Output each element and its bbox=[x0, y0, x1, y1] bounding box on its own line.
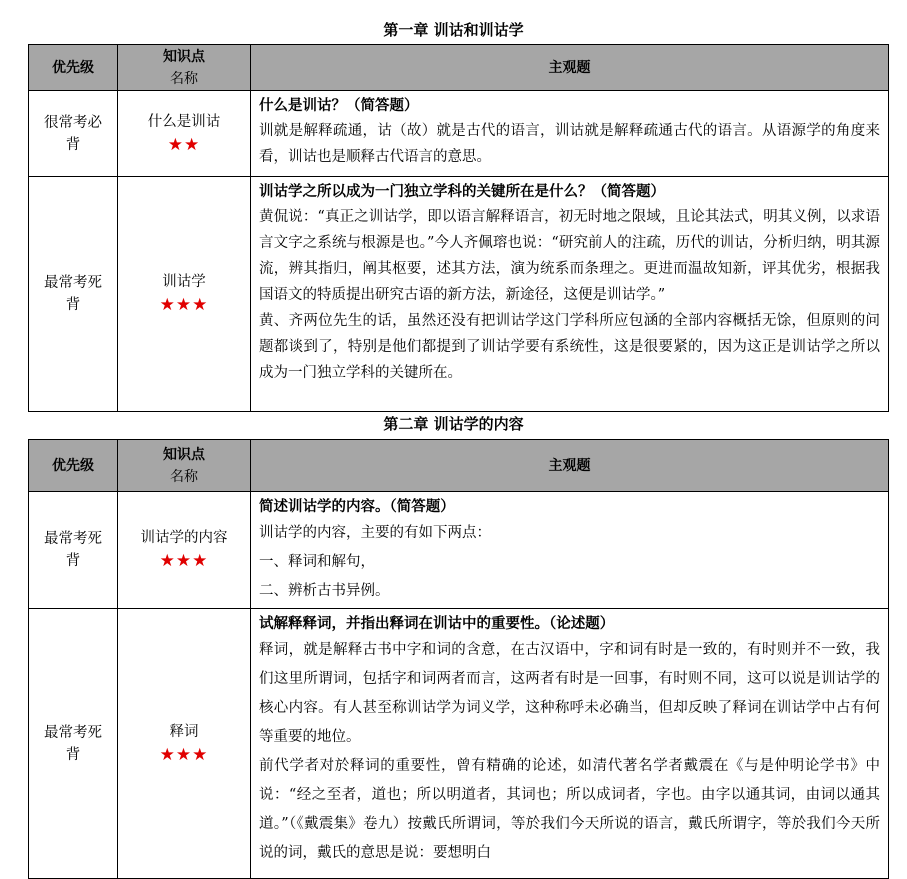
answer-paragraph: 释词，就是解释古书中字和词的含意，在古汉语中，字和词有时是一致的，有时则并不一致，我们这里所谓词，包括字和词两者而言，这两者有时是一回事，有时则不同，这可以说是训诂学的核心内容。有人甚至称训诂学为词义学，这种称呼未必确当，但却反映了释词在训诂学中占有何等重要的地位。 bbox=[259, 642, 880, 745]
answer-paragraph: 黄侃说：“真正之训诂学，即以语言解释语言，初无时地之限域，且论其法式，明其义例，以求语言文字之系统与根源是也。”今人齐佩瑢也说：“研究前人的注疏，历代的训诂，分析归纳，明其源流，辨其指归，阐其枢要，述其方法，演为统系而条理之。更进而温故知新，评其优劣，根据我国语文的特质提出研究古语的新方法，新途径，这便是训诂学。” bbox=[259, 209, 880, 303]
knowledge-point-name: 什么是训诂 bbox=[147, 113, 221, 130]
table-row bbox=[29, 492, 889, 609]
header-priority: 优先级 bbox=[29, 45, 118, 91]
knowledge-point-cell bbox=[118, 492, 251, 609]
knowledge-point-cell bbox=[118, 609, 251, 879]
chapter-1-title: 第一章 训诂和训诂学 bbox=[383, 21, 524, 39]
priority-cell: 很常考必背 bbox=[29, 91, 118, 177]
header-question: 主观题 bbox=[251, 440, 889, 492]
star-rating: ★★★ bbox=[159, 295, 209, 315]
header-knowledge-point bbox=[118, 45, 251, 91]
knowledge-point-cell bbox=[118, 177, 251, 412]
header-point-line2: 名称 bbox=[170, 70, 198, 87]
question-title: 什么是训诂？（简答题） bbox=[259, 97, 419, 114]
question-cell bbox=[251, 91, 889, 177]
chapter-2-title: 第二章 训诂学的内容 bbox=[383, 415, 524, 433]
table-row bbox=[29, 609, 889, 879]
knowledge-point-name: 训诂学 bbox=[162, 274, 206, 290]
header-point-line2: 名称 bbox=[170, 468, 198, 485]
priority-cell: 最常考死背 bbox=[29, 492, 118, 609]
star-rating: ★★ bbox=[167, 134, 201, 155]
chapter-2-table bbox=[28, 439, 889, 879]
table-row bbox=[29, 91, 889, 177]
knowledge-point-cell bbox=[118, 91, 251, 177]
star-rating: ★★★ bbox=[159, 744, 209, 765]
priority-cell: 最常考死背 bbox=[29, 609, 118, 879]
question-cell bbox=[251, 492, 889, 609]
answer-paragraph: 前代学者对於释词的重要性，曾有精确的论述，如清代著名学者戴震在《与是仲明论学书》中说：“经之至者，道也；所以明道者，其词也；所以成词者，字也。由字以通其词，由词以通其道。”（《戴震集》卷九）按戴氏所谓词，等於我们今天所说的语言，戴氏所谓字，等於我们今天所说的词，戴氏的意思是说：要想明白 bbox=[259, 758, 880, 861]
table-header-row bbox=[29, 45, 889, 91]
question-title: 简述训诂学的内容。（简答题） bbox=[259, 498, 455, 515]
knowledge-point-name: 训诂学的内容 bbox=[140, 530, 228, 546]
table-header-row bbox=[29, 440, 889, 492]
star-rating: ★★★ bbox=[159, 551, 209, 571]
question-cell bbox=[251, 177, 889, 412]
question-cell bbox=[251, 609, 889, 879]
header-question: 主观题 bbox=[251, 45, 889, 91]
answer-paragraph: 训就是解释疏通，诂（故）就是古代的语言，训诂就是解释疏通古代的语言。从语源学的角度来看，训诂也是顺释古代语言的意思。 bbox=[259, 123, 880, 165]
knowledge-point-name: 释词 bbox=[169, 723, 199, 740]
header-knowledge-point bbox=[118, 440, 251, 492]
answer-paragraph: 训诂学的内容，主要的有如下两点： bbox=[259, 525, 491, 541]
priority-cell: 最常考死背 bbox=[29, 177, 118, 412]
header-point-line1: 知识点 bbox=[163, 446, 205, 463]
question-title: 训诂学之所以成为一门独立学科的关键所在是什么？（简答题） bbox=[259, 183, 665, 200]
header-point-line1: 知识点 bbox=[163, 48, 205, 65]
answer-paragraph: 一、释词和解句， bbox=[259, 554, 375, 570]
answer-paragraph: 二、辨析古书异例。 bbox=[259, 583, 390, 599]
question-title: 试解释释词，并指出释词在训诂中的重要性。（论述题） bbox=[259, 615, 615, 632]
header-priority: 优先级 bbox=[29, 440, 118, 492]
chapter-1-table bbox=[28, 44, 889, 412]
table-row bbox=[29, 177, 889, 412]
answer-paragraph: 黄、齐两位先生的话，虽然还没有把训诂学这门学科所应包涵的全部内容概括无馀，但原则的问题都谈到了，特别是他们都提到了训诂学要有系统性，这是很要紧的，因为这正是训诂学之所以成为一门独立学科的关键所在。 bbox=[259, 313, 880, 381]
